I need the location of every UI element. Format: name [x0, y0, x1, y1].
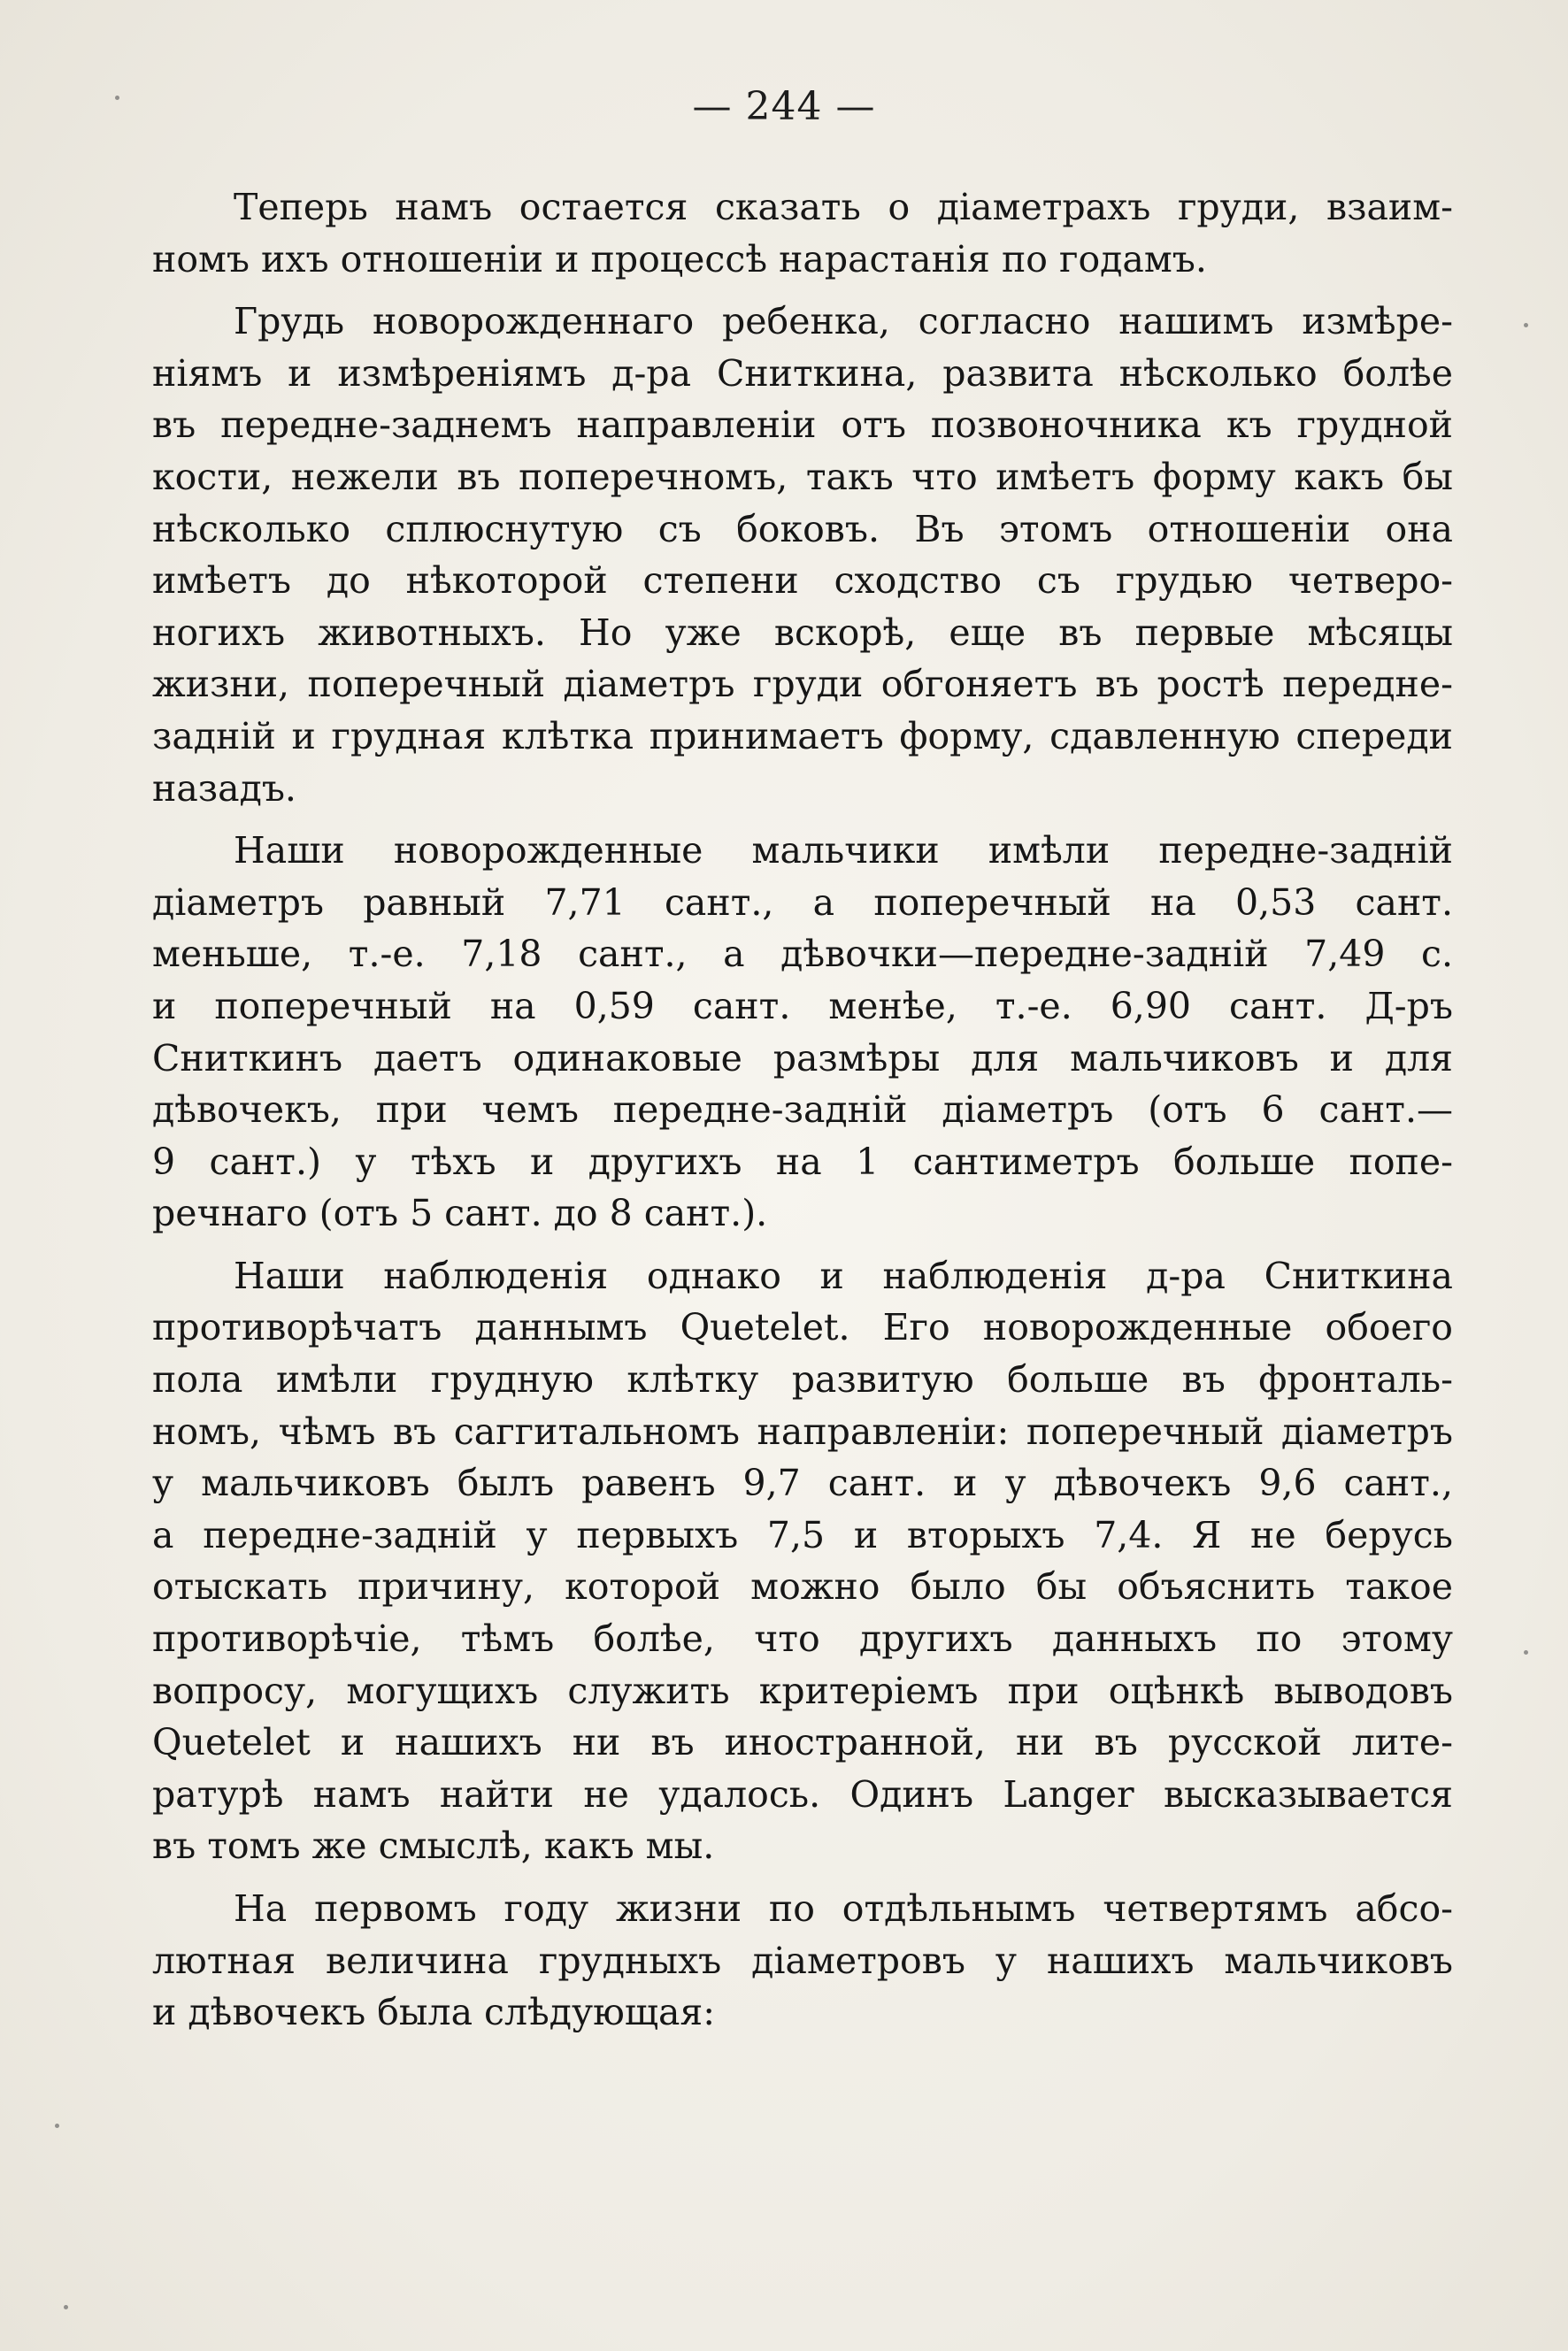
text-line: ніямъ и измѣреніямъ д-ра Сниткина, развита нѣсколько болѣе [152, 351, 1453, 395]
paragraph [152, 1883, 1453, 2039]
text-line: имѣетъ до нѣкоторой степени сходство съ грудью четверо- [152, 559, 1453, 603]
text-line: и поперечный на 0,59 сант. менѣе, т.-е. 6,90 сант. Д-ръ [152, 984, 1453, 1027]
text-line: противорѣчатъ даннымъ Quetelet. Его новорожденные обоего [152, 1306, 1453, 1349]
text-line: Quetelet и нашихъ ни въ иностранной, ни въ русской лите- [152, 1721, 1453, 1764]
text-line: кости, нежели въ поперечномъ, такъ что имѣетъ форму какъ бы [152, 455, 1453, 498]
text-line: Грудь новорожденнаго ребенка, согласно нашимъ измѣре- [234, 300, 1453, 343]
text-line: 9 сант.) у тѣхъ и другихъ на 1 сантиметръ больше попе- [152, 1140, 1453, 1183]
text-line: Сниткинъ даетъ одинаковые размѣры для мальчиковъ и для [152, 1036, 1453, 1079]
text-line: пола имѣли грудную клѣтку развитую больше въ фронталь- [152, 1358, 1453, 1402]
page-number: — 244 — [692, 84, 876, 129]
paragraph [152, 1250, 1453, 1872]
text-line: ногихъ животныхъ. Но уже вскорѣ, еще въ первые мѣсяцы [152, 611, 1453, 654]
text-line: лютная величина грудныхъ діаметровъ у нашихъ мальчиковъ [152, 1939, 1453, 1982]
paragraph [152, 181, 1453, 285]
scan-speck [1524, 323, 1528, 327]
text-line: отыскать причину, которой можно было бы объяснить такое [152, 1565, 1453, 1609]
text-line: а передне-задній у первыхъ 7,5 и вторыхъ 7,4. Я не берусь [152, 1513, 1453, 1556]
scan-speck [115, 96, 119, 100]
text-line: въ передне-заднемъ направленіи отъ позвоночника къ грудной [152, 403, 1453, 447]
text-line: діаметръ равный 7,71 сант., а поперечный на 0,53 сант. [152, 880, 1453, 924]
text-line: вопросу, могущихъ служить критеріемъ при оцѣнкѣ выводовъ [152, 1669, 1453, 1712]
text-line: дѣвочекъ, при чемъ передне-задній діаметръ (отъ 6 сант.— [152, 1088, 1453, 1132]
body-text [152, 181, 1453, 2039]
text-line: въ томъ же смыслѣ, какъ мы. [152, 1825, 715, 1868]
text-line: речнаго (отъ 5 сант. до 8 сант.). [152, 1192, 768, 1235]
scan-speck [1524, 1650, 1528, 1655]
text-line: Наши наблюденія однако и наблюденія д-ра Сниткина [234, 1254, 1453, 1297]
text-line: жизни, поперечный діаметръ груди обгоняетъ въ ростѣ передне- [152, 663, 1453, 706]
text-line: у мальчиковъ былъ равенъ 9,7 сант. и у дѣвочекъ 9,6 сант., [152, 1462, 1453, 1505]
text-line: ратурѣ намъ найти не удалось. Одинъ Langer высказывается [152, 1772, 1453, 1816]
text-line: На первомъ году жизни по отдѣльнымъ четвертямъ абсо- [234, 1887, 1453, 1930]
text-line: нѣсколько сплюснутую съ боковъ. Въ этомъ отношеніи она [152, 507, 1453, 550]
paragraph [152, 296, 1453, 814]
text-line: назадъ. [152, 766, 296, 810]
text-line: номъ, чѣмъ въ саггитальномъ направленіи: поперечный діаметръ [152, 1410, 1453, 1453]
text-line: номъ ихъ отношеніи и процессѣ нарастанія по годамъ. [152, 237, 1207, 280]
text-line: меньше, т.-е. 7,18 сант., а дѣвочки—передне-задній 7,49 с. [152, 933, 1453, 976]
text-line: задній и грудная клѣтка принимаетъ форму, сдавленную спереди [152, 714, 1453, 757]
text-line: и дѣвочекъ была слѣдующая: [152, 1991, 716, 2034]
scan-speck [64, 2305, 68, 2309]
scan-speck [55, 2124, 59, 2128]
text-line: противорѣчіе, тѣмъ болѣе, что другихъ данныхъ по этому [152, 1617, 1453, 1661]
paragraph [152, 825, 1453, 1240]
text-line: Наши новорожденные мальчики имѣли передне-задній [234, 829, 1453, 872]
text-line: Теперь намъ остается сказать о діаметрахъ груди, взаим- [234, 186, 1453, 228]
